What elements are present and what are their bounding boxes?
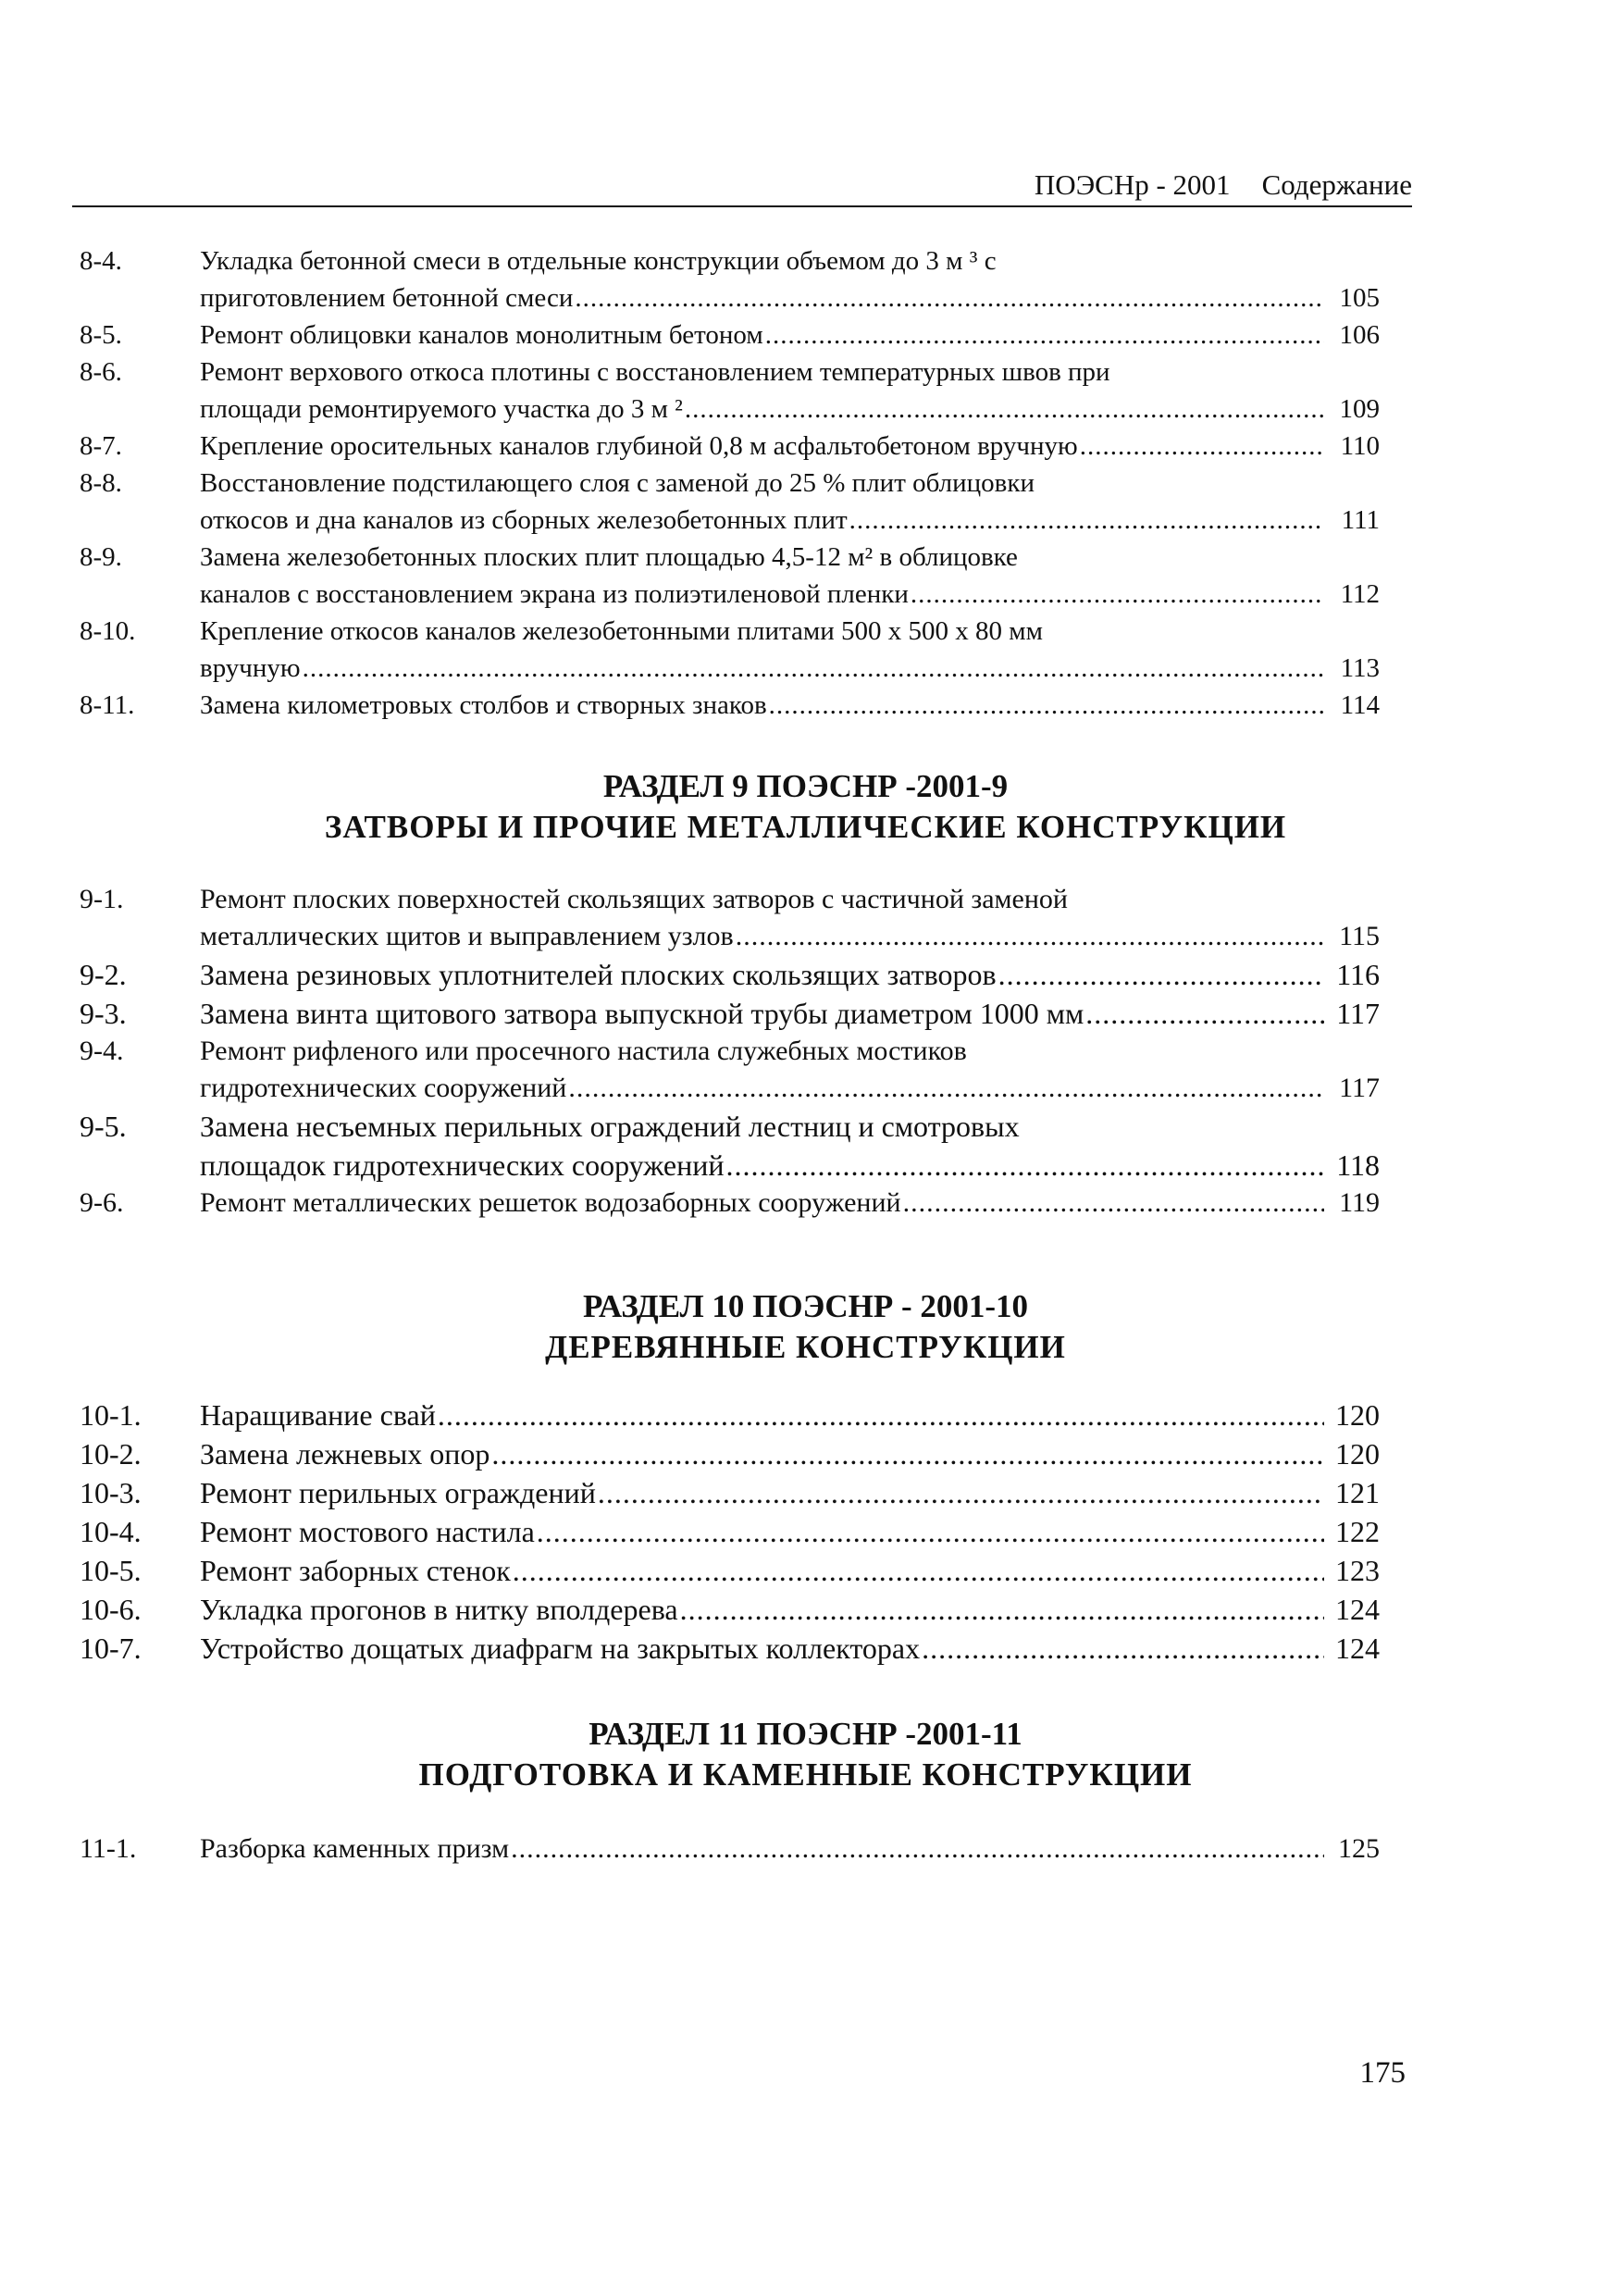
dot-leader — [598, 1473, 1324, 1512]
dot-leader — [725, 1146, 1324, 1185]
entry-title: Замена резиновых уплотнителей плоских скользящих затворов — [200, 958, 997, 991]
entry-page: 123 — [1335, 1554, 1380, 1587]
toc-entry[interactable] — [0, 465, 1611, 539]
section-11-list — [0, 1831, 1611, 1868]
section-10-list — [0, 1396, 1611, 1668]
entry-number: 8-7. — [80, 431, 122, 461]
section-11-subtitle: ПОДГОТОВКА И КАМЕННЫЕ КОНСТРУКЦИИ — [418, 1756, 1193, 1793]
entry-page: 121 — [1335, 1476, 1380, 1509]
entry-title-line: Ремонт рифленого или просечного настила служебных мостиков — [200, 1036, 967, 1066]
entry-number: 10-1. — [80, 1398, 142, 1432]
dot-leader — [998, 955, 1324, 994]
entry-title: Ремонт металлических решеток водозаборных сооружений — [200, 1187, 901, 1218]
entry-page: 117 — [1336, 997, 1380, 1030]
entry-title-line: Ремонт плоских поверхностей скользящих затворов с частичной заменой — [200, 884, 1068, 914]
toc-entry[interactable] — [0, 1396, 1611, 1434]
entry-title: Замена винта щитового затвора выпускной трубы диаметром 1000 мм — [200, 997, 1084, 1030]
entry-number: 9-4. — [80, 1036, 124, 1066]
entry-title: металлических щитов и выправлением узлов — [200, 921, 734, 951]
entry-title: Устройство дощатых диафрагм на закрытых коллекторах — [200, 1632, 921, 1665]
entry-page: 120 — [1335, 1437, 1380, 1471]
entry-number: 9-1. — [80, 884, 124, 914]
section-10-title: РАЗДЕЛ 10 ПОЭСНР - 2001-10 — [582, 1288, 1029, 1324]
entry-title: приготовлением бетонной смеси — [200, 283, 574, 313]
entry-title: гидротехнических сооружений — [200, 1073, 567, 1103]
section-10-subtitle: ДЕРЕВЯННЫЕ КОНСТРУКЦИИ — [545, 1329, 1066, 1365]
entry-number: 8-8. — [80, 468, 122, 498]
dot-leader — [736, 918, 1324, 955]
toc-entry[interactable] — [0, 1512, 1611, 1551]
entry-number: 8-6. — [80, 357, 122, 387]
dot-leader — [685, 391, 1324, 428]
entry-title-line: Замена несъемных перильных ограждений лестниц и смотровых — [200, 1110, 1020, 1143]
entry-number: 8-4. — [80, 246, 122, 276]
entry-page: 113 — [1340, 653, 1380, 683]
entry-number: 9-3. — [80, 997, 127, 1030]
toc-entry[interactable] — [0, 1590, 1611, 1629]
entry-title: площади ремонтируемого участка до 3 м ² — [200, 394, 683, 424]
entry-title: Наращивание свай — [200, 1398, 436, 1432]
entry-page: 117 — [1339, 1073, 1380, 1103]
entry-title-line: Ремонт верхового откоса плотины с восстановлением температурных швов при — [200, 357, 1110, 387]
dot-leader — [769, 687, 1324, 724]
dot-leader — [575, 279, 1324, 316]
toc-entry[interactable] — [0, 428, 1611, 465]
dot-leader — [537, 1512, 1324, 1551]
entry-page: 124 — [1335, 1593, 1380, 1626]
toc-entry[interactable] — [0, 1033, 1611, 1107]
entry-page: 110 — [1340, 431, 1380, 461]
header-doc-code: ПОЭСНр - 2001 — [1034, 168, 1231, 201]
toc-entry[interactable] — [0, 994, 1611, 1033]
entry-title-line: Восстановление подстилающего слоя с заменой до 25 % плит облицовки — [200, 468, 1035, 498]
dot-leader — [438, 1396, 1324, 1434]
entry-page: 115 — [1339, 921, 1380, 951]
section-11-heading — [0, 1714, 1611, 1795]
toc-entry[interactable] — [0, 955, 1611, 994]
entry-title: площадок гидротехнических сооружений — [200, 1148, 725, 1182]
entry-title: Крепление оросительных каналов глубиной 0,8 м асфальтобетоном вручную — [200, 431, 1078, 461]
entry-number: 10-6. — [80, 1593, 142, 1626]
entry-page: 118 — [1336, 1148, 1380, 1182]
toc-entry[interactable] — [0, 1831, 1611, 1868]
header-section-name: Содержание — [1261, 168, 1412, 201]
entry-page: 109 — [1339, 394, 1380, 424]
entry-number: 10-3. — [80, 1476, 142, 1509]
entry-page: 124 — [1335, 1632, 1380, 1665]
entry-page: 116 — [1336, 958, 1380, 991]
entry-number: 9-2. — [80, 958, 127, 991]
entry-page: 120 — [1335, 1398, 1380, 1432]
entry-number: 10-7. — [80, 1632, 142, 1665]
dot-leader — [303, 650, 1324, 687]
section-9-title: РАЗДЕЛ 9 ПОЭСНР -2001-9 — [602, 768, 1009, 804]
entry-page: 111 — [1341, 505, 1380, 535]
toc-entry[interactable] — [0, 316, 1611, 354]
dot-leader — [849, 502, 1324, 539]
entry-page: 122 — [1335, 1515, 1380, 1548]
entry-number: 9-5. — [80, 1110, 127, 1143]
entry-title: Замена километровых столбов и створных знаков — [200, 690, 767, 720]
toc-entry[interactable] — [0, 687, 1611, 724]
dot-leader — [911, 576, 1324, 613]
entry-page: 106 — [1339, 320, 1380, 350]
dot-leader — [1080, 428, 1324, 465]
entry-title: Ремонт перильных ограждений — [200, 1476, 596, 1509]
entry-title-line: Замена железобетонных плоских плит площадью 4,5-12 м² в облицовке — [200, 542, 1018, 572]
entry-number: 8-9. — [80, 542, 122, 572]
entry-number: 11-1. — [80, 1833, 137, 1864]
section-9-list — [0, 881, 1611, 1222]
dot-leader — [765, 316, 1324, 354]
dot-leader — [1085, 994, 1324, 1033]
entry-page: 125 — [1338, 1833, 1380, 1864]
section-10-heading — [0, 1286, 1611, 1368]
entry-number: 9-6. — [80, 1187, 124, 1218]
section-9-subtitle: ЗАТВОРЫ И ПРОЧИЕ МЕТАЛЛИЧЕСКИЕ КОНСТРУКЦИИ — [324, 809, 1287, 845]
entry-title: Ремонт облицовки каналов монолитным бетоном — [200, 320, 763, 350]
entry-title: каналов с восстановлением экрана из полиэтиленовой пленки — [200, 579, 909, 609]
page-header — [72, 167, 1412, 207]
toc-entry[interactable] — [0, 1629, 1611, 1668]
toc-entry[interactable] — [0, 1185, 1611, 1222]
dot-leader — [511, 1831, 1324, 1868]
toc-entry[interactable] — [0, 1473, 1611, 1512]
entry-title: вручную — [200, 653, 301, 683]
entry-title-line: Крепление откосов каналов железобетонными плитами 500 х 500 х 80 мм — [200, 616, 1043, 646]
entry-number: 8-5. — [80, 320, 122, 350]
section-8-list — [0, 242, 1611, 724]
entry-title: Ремонт мостового настила — [200, 1515, 535, 1548]
toc-entry[interactable] — [0, 1551, 1611, 1590]
section-11-title: РАЗДЕЛ 11 ПОЭСНР -2001-11 — [589, 1716, 1022, 1752]
dot-leader — [680, 1590, 1324, 1629]
entry-page: 105 — [1339, 283, 1380, 313]
toc-entry[interactable] — [0, 613, 1611, 687]
entry-title: Ремонт заборных стенок — [200, 1554, 511, 1587]
dot-leader — [513, 1551, 1324, 1590]
entry-page: 114 — [1340, 690, 1380, 720]
section-9-heading — [0, 766, 1611, 848]
entry-page: 119 — [1339, 1187, 1380, 1218]
entry-number: 8-11. — [80, 690, 135, 720]
toc-entry[interactable] — [0, 1107, 1611, 1185]
entry-title: Укладка прогонов в нитку вполдерева — [200, 1593, 678, 1626]
entry-page: 112 — [1340, 579, 1380, 609]
entry-number: 8-10. — [80, 616, 136, 646]
entry-title: Замена лежневых опор — [200, 1437, 490, 1471]
toc-entry[interactable] — [0, 539, 1611, 613]
toc-entry[interactable] — [0, 1434, 1611, 1473]
entry-number: 10-4. — [80, 1515, 142, 1548]
entry-title: откосов и дна каналов из сборных железобетонных плит — [200, 505, 848, 535]
toc-entry[interactable] — [0, 242, 1611, 316]
entry-title: Разборка каменных призм — [200, 1833, 510, 1864]
dot-leader — [491, 1434, 1324, 1473]
dot-leader — [568, 1070, 1324, 1107]
toc-entry[interactable] — [0, 881, 1611, 955]
page-number: 175 — [1359, 2056, 1406, 2090]
entry-number: 10-5. — [80, 1554, 142, 1587]
entry-title-line: Укладка бетонной смеси в отдельные конструкции объемом до 3 м ³ с — [200, 246, 997, 276]
toc-entry[interactable] — [0, 354, 1611, 428]
entry-number: 10-2. — [80, 1437, 142, 1471]
dot-leader — [922, 1629, 1324, 1668]
dot-leader — [903, 1185, 1324, 1222]
